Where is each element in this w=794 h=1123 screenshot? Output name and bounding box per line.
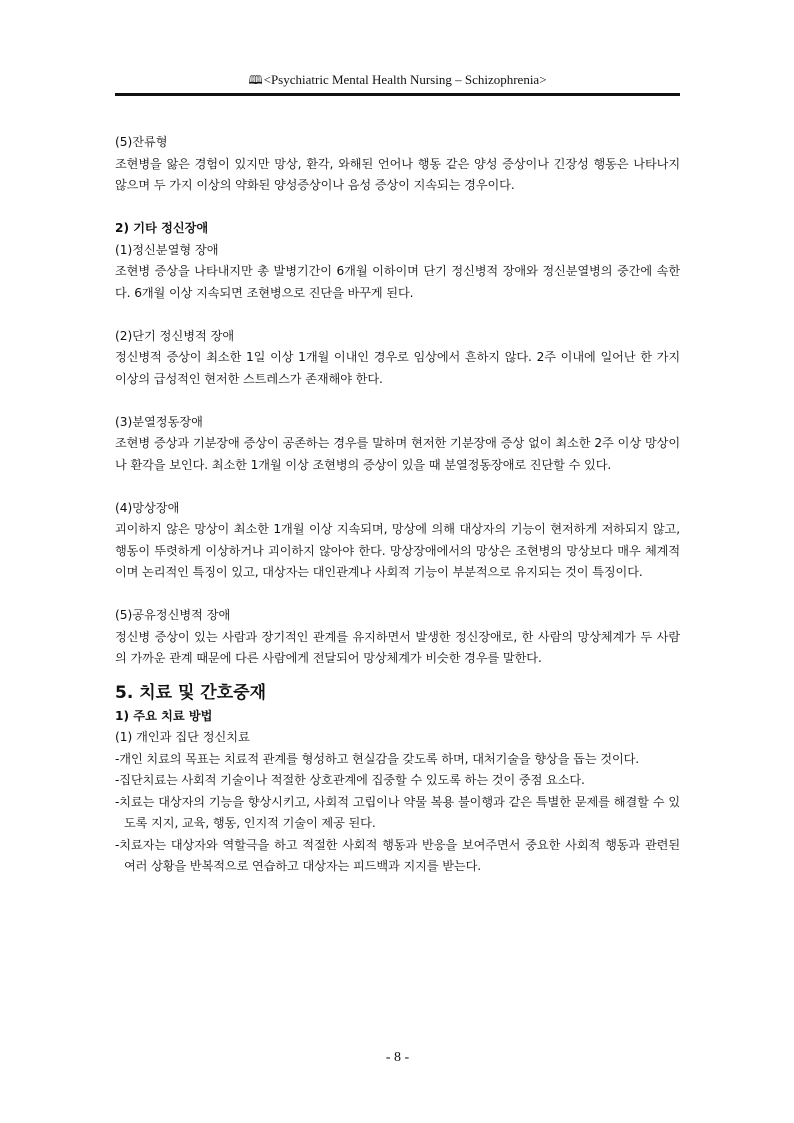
delusional-disorder-body: 괴이하지 않은 망상이 최소한 1개월 이상 지속되며, 망상에 의해 대상자의 기능이 현저하게 저하되지 않고, 행동이 뚜렷하게 이상하거나 괴이하지 않아야 한다. 망상장애에서의 망상은 조현병의 망상보다 매우 체계적이며 논리적인 특징이 있고, 대상자는 대인관계나 사회적 기능이 부분적으로 유지되는 것이 특징이다. [115, 522, 680, 579]
bullet-item: -치료자는 대상자와 역할극을 하고 적절한 사회적 행동과 반응을 보여주면서 중요한 사회적 행동과 관련된 여러 상황을 반복적으로 연습하고 대상자는 피드백과 지지를 받는다. [115, 837, 680, 873]
open-book-icon: 🕮 [248, 73, 263, 87]
schizoaffective-title: (3)분열정동장애 [115, 414, 203, 429]
shared-psychotic-title: (5)공유정신병적 장애 [115, 608, 231, 622]
delusional-disorder-title: (4)망상장애 [115, 500, 180, 515]
schizoaffective-body: 조현병 증상과 기분장애 증상이 공존하는 경우를 말하며 현저한 기분장애 증상 없이 최소한 2주 이상 망상이나 환각을 보인다. 최소한 1개월 이상 조현병의 증상이 있을 때 분열정동장애로 진단할 수 있다. [115, 436, 680, 472]
schizophreniform-title: (1)정신분열형 장애 [115, 242, 219, 257]
main-treatment-title: 1) 주요 치료 방법 [115, 708, 213, 723]
residual-type-title: (5)잔류형 [115, 135, 168, 149]
brief-psychotic-title: (2)단기 정신병적 장애 [115, 328, 235, 343]
bullet-item: -개인 치료의 목표는 치료적 관계를 형성하고 현실감을 갖도록 하며, 대처기술을 향상을 돕는 것이다. [115, 751, 640, 766]
bullet-item: -치료는 대상자의 기능을 향상시키고, 사회적 고립이나 약물 복용 불이행과 같은 특별한 문제를 해결할 수 있도록 지지, 교육, 행동, 인지적 기술이 제공 된다. [115, 794, 680, 830]
running-header [115, 72, 680, 88]
brief-psychotic-body: 정신병적 증상이 최소한 1일 이상 1개월 이내인 경우로 임상에서 흔하지 않다. 2주 이내에 일어난 한 가지 이상의 급성적인 현저한 스트레스가 존재해야 한다. [115, 350, 680, 386]
page-content [115, 132, 680, 878]
other-disorders-title: 2) 기타 정신장애 [115, 221, 209, 235]
psychotherapy-subtitle: (1) 개인과 집단 정신치료 [115, 730, 250, 744]
chapter-heading: 5. 치료 및 간호중재 [115, 682, 266, 703]
header-text: <Psychiatric Mental Health Nursing – Schizophrenia> [263, 72, 547, 87]
page-number: - 8 - [385, 1050, 410, 1065]
schizophreniform-body: 조현병 증상을 나타내지만 총 발병기간이 6개월 이하이며 단기 정신병적 장애와 정신분열병의 중간에 속한다. 6개월 이상 지속되면 조현병으로 진단을 바꾸게 된다. [115, 264, 680, 300]
residual-type-body: 조현병을 앓은 경험이 있지만 망상, 환각, 와해된 언어나 행동 같은 양성 증상이나 긴장성 행동은 나타나지 않으며 두 가지 이상의 약화된 양성증상이나 음성 증상이 지속되는 경우이다. [115, 156, 680, 192]
header-rule [115, 93, 680, 96]
shared-psychotic-body: 정신병 증상이 있는 사람과 장기적인 관계를 유지하면서 발생한 정신장애로, 한 사람의 망상체계가 두 사람의 가까운 관계 때문에 다른 사람에게 전달되어 망상체계가 비슷한 경우를 말한다. [115, 629, 680, 665]
bullet-item: -집단치료는 사회적 기술이나 적절한 상호관계에 집중할 수 있도록 하는 것이 중점 요소다. [115, 773, 585, 787]
